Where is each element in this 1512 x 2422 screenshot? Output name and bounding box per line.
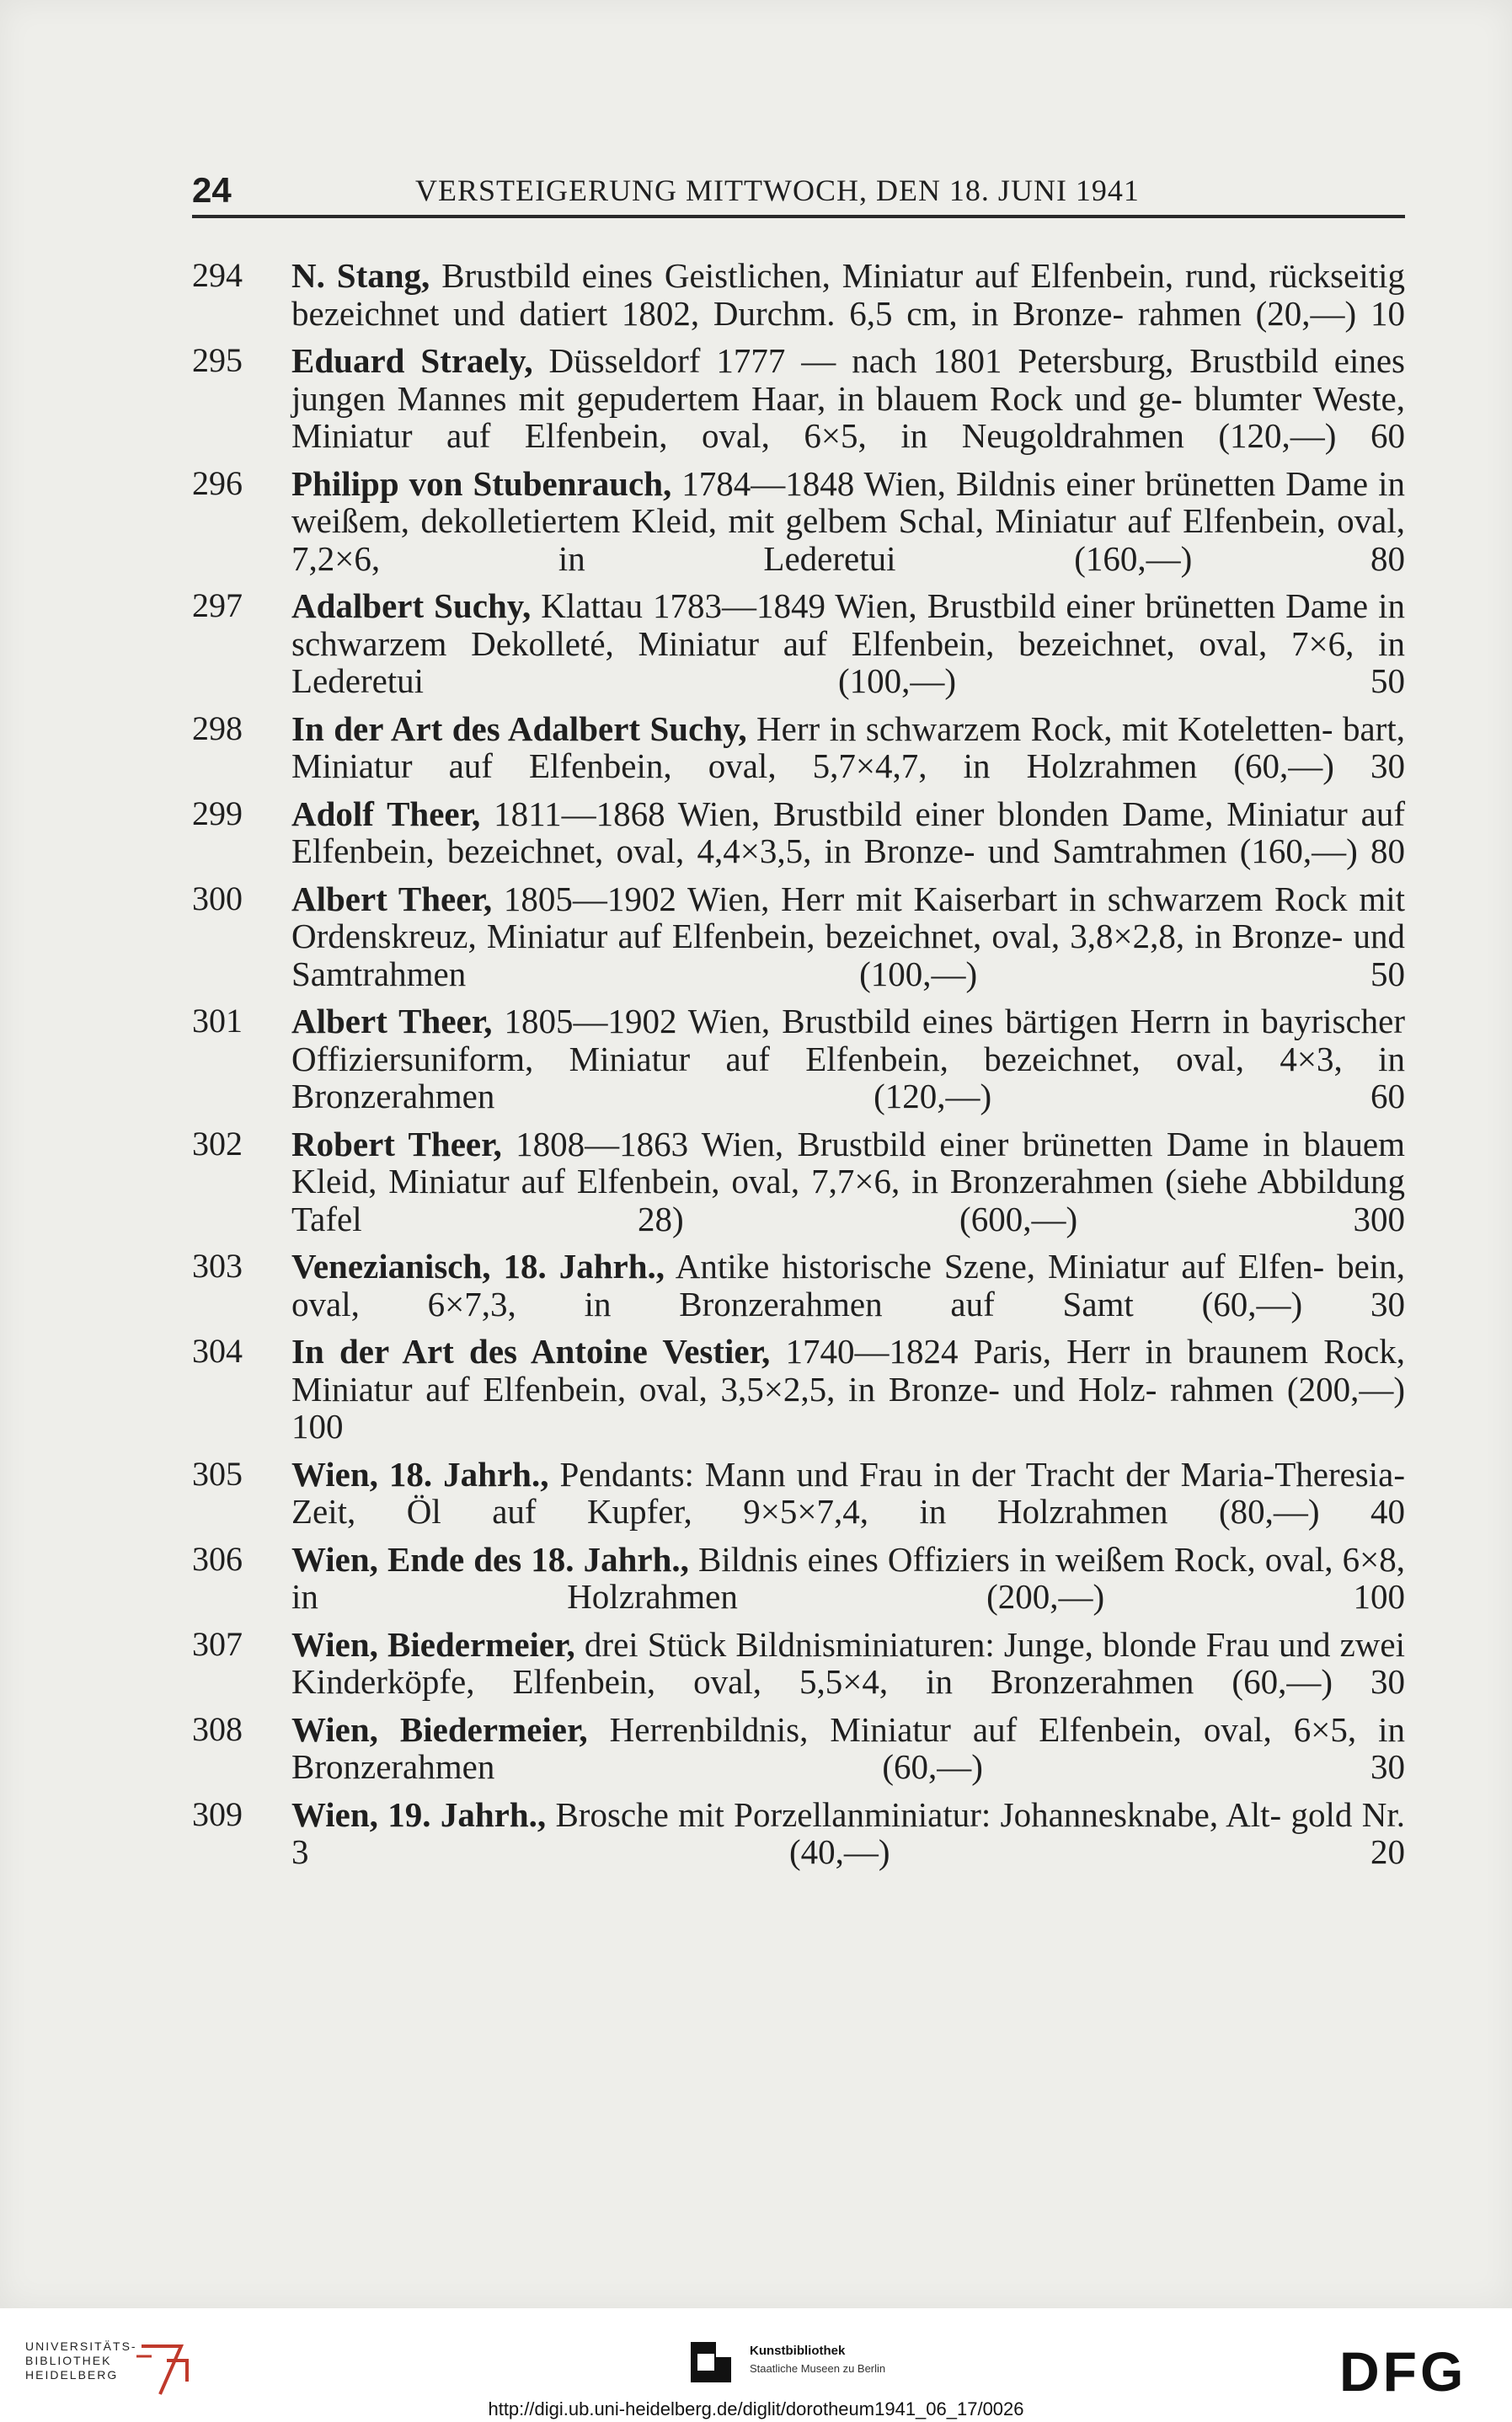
kunstbibliothek-logo[interactable] xyxy=(691,2342,927,2393)
lot-description xyxy=(291,710,1405,785)
lot-entry xyxy=(192,1125,1405,1238)
lot-number: 304 xyxy=(192,1332,243,1370)
header-rule xyxy=(192,215,1405,218)
lot-number: 297 xyxy=(192,586,243,624)
lot-body-text: Herr in schwarzem Rock, mit Koteletten- bart, Miniatur auf Elfenbein, oval, 5,7×4,7, in Holzrahmen (60,—) 30 xyxy=(291,708,1405,785)
lot-description xyxy=(291,342,1405,455)
lot-artist: Albert Theer, xyxy=(291,1002,493,1040)
page-header xyxy=(192,168,1405,219)
lot-artist: Wien, 19. Jahrh., xyxy=(291,1794,547,1834)
lot-description xyxy=(291,257,1405,332)
lot-entry xyxy=(192,1711,1405,1786)
lot-artist: Robert Theer, xyxy=(291,1124,502,1163)
lot-number: 295 xyxy=(192,341,243,379)
lot-body-text: Brosche mit Porzellanminiatur: Johannesknabe, Alt- gold Nr. 3 (40,—) 20 xyxy=(291,1794,1405,1871)
lot-entry xyxy=(192,710,1405,785)
lot-entry xyxy=(192,1002,1405,1115)
source-url-link[interactable]: http://digi.ub.uni-heidelberg.de/diglit/dorotheum1941_06_17/0026 xyxy=(488,2398,1024,2419)
lot-body-text: 1784—1848 Wien, Bildnis einer brünetten Dame in weißem, dekolletiertem Kleid, mit gelbem Schal, Miniatur auf Elfenbein, oval, 7,2×6, in Lederetui (160,—) 80 xyxy=(291,463,1406,578)
lot-artist: Wien, 18. Jahrh., xyxy=(291,1454,549,1494)
lot-artist: Eduard Straely, xyxy=(291,341,533,380)
lot-artist: Adolf Theer, xyxy=(291,794,481,833)
ub-logo-line: UNIVERSITÄTS- xyxy=(25,2339,137,2353)
lot-description xyxy=(291,1626,1405,1701)
dfg-logo[interactable]: DFG xyxy=(1339,2340,1467,2403)
lot-entry xyxy=(192,587,1405,700)
lot-body-text: Bildnis eines Offiziers in weißem Rock, oval, 6×8, in Holzrahmen (200,—) 100 xyxy=(291,1539,1405,1616)
page-footer xyxy=(0,2308,1512,2422)
lot-body-text: 1805—1902 Wien, Herr mit Kaiserbart in schwarzem Rock mit Ordenskreuz, Miniatur auf Elfenbein, bezeichnet, oval, 3,8×2,8, in Bronze- und Samtrahmen (100,—) 50 xyxy=(291,879,1405,993)
lot-description xyxy=(291,1456,1405,1531)
lot-number: 294 xyxy=(192,256,243,294)
lot-number: 308 xyxy=(192,1709,243,1748)
lot-entry xyxy=(192,1248,1405,1323)
lot-number: 303 xyxy=(192,1247,243,1285)
lot-body-text: drei Stück Bildnisminiaturen: Junge, blonde Frau und zwei Kinderköpfe, Elfenbein, oval, 5,5×4, in Bronzerahmen (60,—) 30 xyxy=(291,1624,1405,1701)
lot-entry xyxy=(192,1626,1405,1701)
lot-description xyxy=(291,465,1405,578)
lot-number: 302 xyxy=(192,1124,243,1163)
lot-number: 300 xyxy=(192,879,243,917)
lot-artist: In der Art des Adalbert Suchy, xyxy=(291,708,747,748)
lot-entry xyxy=(192,1541,1405,1616)
lot-body-text: Brustbild eines Geistlichen, Miniatur auf Elfenbein, rund, rückseitig bezeichnet und datiert 1802, Durchm. 6,5 cm, in Bronze- rahmen (20,—) 10 xyxy=(291,256,1405,333)
lot-number: 299 xyxy=(192,794,243,832)
lot-number: 307 xyxy=(192,1624,243,1663)
lot-list xyxy=(192,257,1405,1881)
lot-body-text: 1740—1824 Paris, Herr in braunem Rock, Miniatur auf Elfenbein, oval, 3,5×2,5, in Bronze- und Holz- rahmen (200,—) 100 xyxy=(291,1332,1405,1446)
lot-body-text: 1811—1868 Wien, Brustbild einer blonden Dame, Miniatur auf Elfenbein, bezeichnet, oval, 4,4×3,5, in Bronze- und Samtrahmen (160,—) 80 xyxy=(291,794,1405,870)
lot-entry xyxy=(192,1796,1405,1871)
lot-number: 298 xyxy=(192,708,243,747)
kunstbibliothek-title: Kunstbibliothek xyxy=(750,2344,846,2358)
lot-artist: Venezianisch, 18. Jahrh., xyxy=(291,1247,665,1286)
ub-emblem-icon xyxy=(135,2339,198,2398)
lot-body-text: Antike historische Szene, Miniatur auf Elfen- bein, oval, 6×7,3, in Bronzerahmen auf Samt (60,—) 30 xyxy=(291,1247,1405,1323)
ub-heidelberg-logo[interactable] xyxy=(25,2339,185,2398)
lot-number: 305 xyxy=(192,1454,243,1493)
kunstbibliothek-emblem-icon xyxy=(691,2342,731,2382)
ub-logo-line: HEIDELBERG xyxy=(25,2368,119,2382)
lot-number: 306 xyxy=(192,1539,243,1578)
lot-description xyxy=(291,1541,1405,1616)
lot-body-text: Herrenbildnis, Miniatur auf Elfenbein, oval, 6×5, in Bronzerahmen (60,—) 30 xyxy=(291,1709,1405,1786)
lot-description xyxy=(291,1002,1405,1115)
lot-description xyxy=(291,880,1405,993)
lot-entry xyxy=(192,257,1405,332)
lot-body-text: 1805—1902 Wien, Brustbild eines bärtigen Herrn in bayrischer Offiziersuniform, Miniatur auf Elfenbein, bezeichnet, oval, 4×3, in Bronzerahmen (120,—) 60 xyxy=(291,1002,1405,1115)
lot-entry xyxy=(192,880,1405,993)
lot-body-text: 1808—1863 Wien, Brustbild einer brünetten Dame in blauem Kleid, Miniatur auf Elfenbein, oval, 7,7×6, in Bronzerahmen (siehe Abbildung Tafel 28) (600,—) 300 xyxy=(291,1124,1405,1238)
lot-entry xyxy=(192,1456,1405,1531)
lot-artist: Albert Theer, xyxy=(291,879,493,918)
lot-description xyxy=(291,795,1405,870)
kunstbibliothek-subtitle: Staatliche Museen zu Berlin xyxy=(750,2362,886,2375)
lot-description xyxy=(291,1796,1405,1871)
lot-entry xyxy=(192,1333,1405,1446)
lot-body-text: Pendants: Mann und Frau in der Tracht der Maria-Theresia-Zeit, Öl auf Kupfer, 9×5×7,4, in Holzrahmen (80,—) 40 xyxy=(291,1454,1405,1531)
lot-artist: Philipp von Stubenrauch, xyxy=(291,463,672,503)
lot-description xyxy=(291,1125,1405,1238)
running-head: VERSTEIGERUNG MITTWOCH, DEN 18. JUNI 1941 xyxy=(415,174,1140,207)
lot-number: 309 xyxy=(192,1794,243,1833)
lot-entry xyxy=(192,342,1405,455)
page-number: 24 xyxy=(192,170,232,210)
lot-artist: Wien, Biedermeier, xyxy=(291,1709,588,1749)
lot-entry xyxy=(192,465,1405,578)
lot-artist: N. Stang, xyxy=(291,256,430,295)
lot-description xyxy=(291,587,1405,700)
lot-body-text: Düsseldorf 1777 — nach 1801 Petersburg, Brustbild eines jungen Mannes mit gepudertem Haar, in blauem Rock und ge- blumter Weste, Miniatur auf Elfenbein, oval, 6×5, in Neugoldrahmen (120,—) 60 xyxy=(291,341,1405,455)
lot-number: 301 xyxy=(192,1002,243,1040)
lot-description xyxy=(291,1248,1405,1323)
lot-description xyxy=(291,1333,1405,1446)
lot-body-text: Klattau 1783—1849 Wien, Brustbild einer brünetten Dame in schwarzem Dekolleté, Miniatur auf Elfenbein, bezeichnet, oval, 7×6, in Lederetui (100,—) 50 xyxy=(291,586,1405,700)
lot-artist: In der Art des Antoine Vestier, xyxy=(291,1332,771,1371)
lot-artist: Adalbert Suchy, xyxy=(291,586,532,625)
lot-number: 296 xyxy=(192,463,243,502)
lot-description xyxy=(291,1711,1405,1786)
lot-artist: Wien, Ende des 18. Jahrh., xyxy=(291,1539,689,1579)
ub-logo-line: BIBLIOTHEK xyxy=(25,2354,112,2367)
lot-artist: Wien, Biedermeier, xyxy=(291,1624,575,1664)
lot-entry xyxy=(192,795,1405,870)
